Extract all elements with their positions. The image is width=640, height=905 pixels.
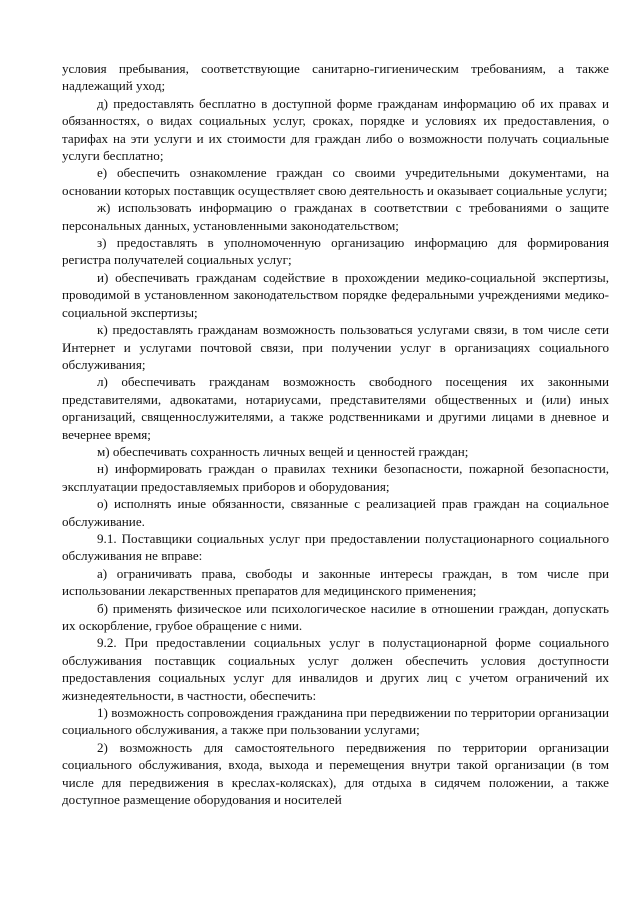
paragraph-item-b: б) применять физическое или психологическое насилие в отношении граждан, допускать их оскорбление, грубое обращение с ними. (62, 600, 609, 633)
paragraph-item-o: о) исполнять иные обязанности, связанные с реализацией прав граждан на социальное обслуживание. (62, 496, 609, 529)
paragraph-section-9-1: 9.1. Поставщики социальных услуг при предоставлении полустационарного социального обслуживания не вправе: (62, 530, 609, 564)
paragraph-section-9-2: 9.2. При предоставлении социальных услуг в полустационарной форме социального обслуживания поставщик социальных услуг должен обеспечить условия доступности предоставления социальных услуг для инвалидов и других лиц с учетом ограничений их жизнедеятельности, в частности, обеспечить: (62, 635, 609, 703)
paragraph-item-a: а) ограничивать права, свободы и законные интересы граждан, в том числе при использовании лекарственных препаратов для медицинского применения; (62, 565, 609, 599)
paragraph-continuation: условия пребывания, соответствующие санитарно-гигиеническим требованиям, а также надлежащий уход; (62, 61, 609, 94)
paragraph-item-1: 1) возможность сопровождения гражданина при передвижении по территории организации социального обслуживания, а также при пользовании услугами; (62, 705, 609, 738)
paragraph-item-zh: ж) использовать информацию о гражданах в соответствии с требованиями о защите персональных данных, установленными законодательством; (62, 200, 609, 233)
document-page (62, 60, 609, 808)
paragraph-item-k: к) предоставлять гражданам возможность пользоваться услугами связи, в том числе сети Интернет и услугами почтовой связи, при получении услуг в организациях социального обслуживания; (62, 322, 609, 372)
paragraph-item-z: з) предоставлять в уполномоченную организацию информацию для формирования регистра получателей социальных услуг; (62, 235, 609, 268)
paragraph-item-m: м) обеспечивать сохранность личных вещей и ценностей граждан; (97, 443, 469, 459)
paragraph-item-e: е) обеспечить ознакомление граждан со своими учредительными документами, на основании которых поставщик осуществляет свою деятельность и оказывает социальные услуги; (62, 165, 609, 198)
paragraph-item-2: 2) возможность для самостоятельного передвижения по территории организации социального обслуживания, входа, выхода и перемещения внутри такой организации (в том числе для передвижения в креслах-колясках), для отдыха в сидячем положении, а также доступное размещение оборудования и носителей (62, 739, 609, 808)
paragraph-item-n: н) информировать граждан о правилах техники безопасности, пожарной безопасности, эксплуатации предоставляемых приборов и оборудования; (62, 461, 609, 494)
paragraph-item-l: л) обеспечивать гражданам возможность свободного посещения их законными представителями, адвокатами, нотариусами, представителями общественных и (или) иных организаций, священнослужителями, а также родственниками и другими лицами в дневное и вечернее время; (62, 374, 609, 442)
paragraph-item-d: д) предоставлять бесплатно в доступной форме гражданам информацию об их правах и обязанностях, о видах социальных услуг, сроках, порядке и условиях их предоставления, о тарифах на эти услуги и их стоимости для граждан либо о возможности получать социальные услуги бесплатно; (62, 95, 609, 164)
paragraph-item-i: и) обеспечивать гражданам содействие в прохождении медико-социальной экспертизы, проводимой в установленном законодательством порядке федеральными учреждениями медико-социальной экспертизы; (62, 269, 609, 320)
